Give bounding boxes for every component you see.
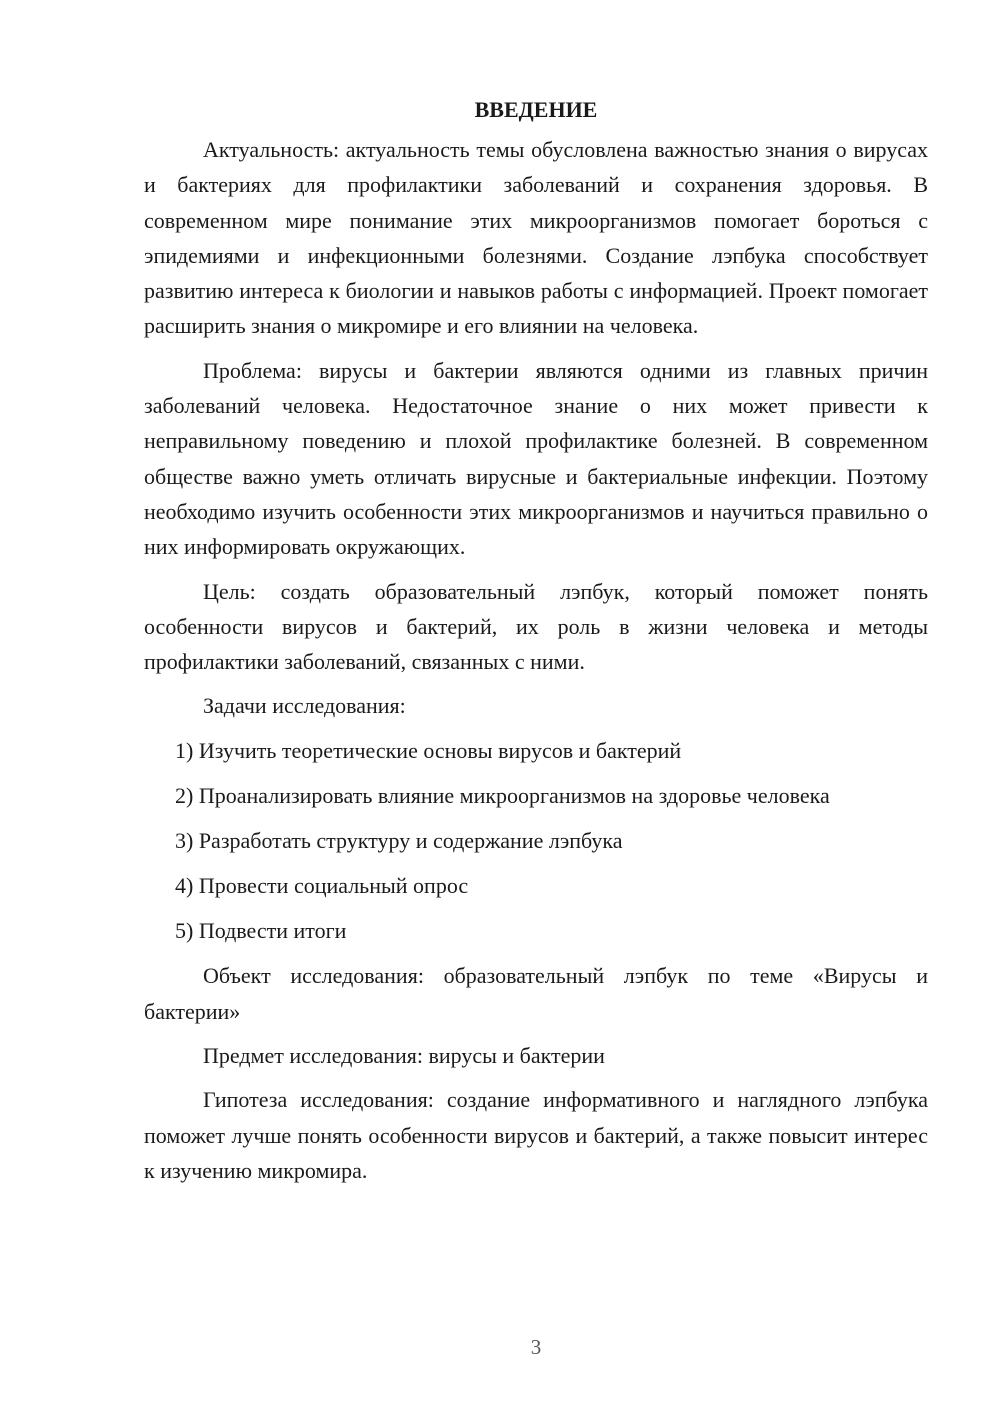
hypothesis-paragraph: Гипотеза исследования: создание информативного и наглядного лэпбука поможет лучше понять особенности вирусов и бактерий, а также повысит интерес к изучению микромира. bbox=[144, 1087, 928, 1183]
problem-paragraph: Проблема: вирусы и бактерии являются одними из главных причин заболеваний человека. Недостаточное знание о них может привести к неправильному поведению и плохой профилактике болезней. В современном обществе важно уметь отличать вирусные и бактериальные инфекции. Поэтому необходимо изучить особенности этих микроорганизмов и научиться правильно о них информировать окружающих. bbox=[144, 357, 928, 560]
goal-paragraph: Цель: создать образовательный лэпбук, который поможет понять особенности вирусов и бактерий, их роль в жизни человека и методы профилактики заболеваний, связанных с ними. bbox=[144, 578, 928, 675]
list-item: 1) Изучить теоретические основы вирусов и бактерий bbox=[175, 738, 682, 764]
list-item: 5) Подвести итоги bbox=[175, 918, 347, 944]
task-list bbox=[144, 733, 928, 949]
object-paragraph: Объект исследования: образовательный лэпбук по теме «Вирусы и бактерии» bbox=[144, 963, 928, 1024]
page-title: ВВЕДЕНИЕ bbox=[474, 97, 598, 122]
relevance-paragraph: Актуальность: актуальность темы обусловлена важностью знания о вирусах и бактериях для профилактики заболеваний и сохранения здоровья. В современном мире понимание этих микроорганизмов помогает бороться с эпидемиями и инфекционными болезнями. Создание лэпбука способствует развитию интереса к биологии и навыков работы с информацией. Проект помогает расширить знания о микромире и его влиянии на человека. bbox=[144, 137, 928, 339]
document-page bbox=[144, 92, 928, 1197]
list-item: 3) Разработать структуру и содержание лэпбука bbox=[175, 828, 623, 854]
list-item: 2) Проанализировать влияние микроорганизмов на здоровье человека bbox=[175, 783, 830, 809]
list-item: 4) Провести социальный опрос bbox=[175, 873, 469, 899]
subject-paragraph: Предмет исследования: вирусы и бактерии bbox=[203, 1043, 605, 1069]
tasks-title: Задачи исследования: bbox=[203, 693, 406, 719]
page-number: 3 bbox=[530, 1335, 542, 1359]
